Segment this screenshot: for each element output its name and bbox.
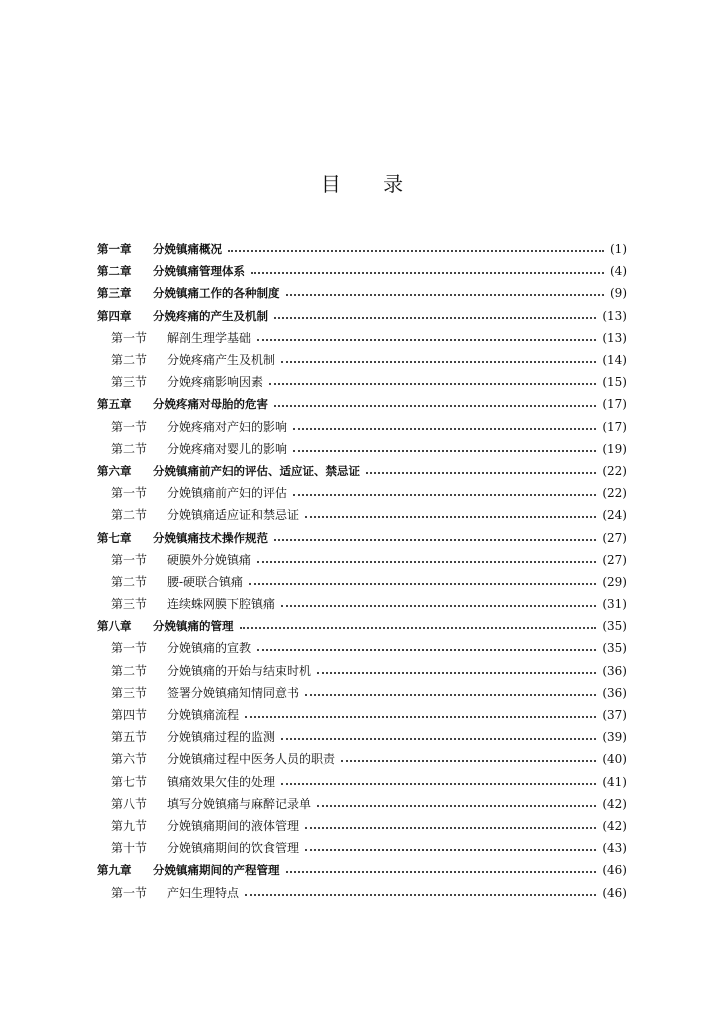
dot-leader: [228, 250, 604, 252]
toc-entry-page: (22): [602, 463, 627, 478]
dot-leader: [251, 272, 604, 274]
toc-section-entry: [97, 549, 627, 571]
toc-entry-number: 第一节: [111, 419, 148, 434]
toc-entry-title: 镇痛效果欠佳的处理: [167, 774, 276, 789]
toc-entry-title: 填写分娩镇痛与麻醉记录单: [167, 796, 312, 811]
dot-leader: [240, 627, 597, 629]
toc-section-entry: [97, 327, 627, 349]
dot-leader: [245, 894, 596, 896]
toc-entry-number: 第三章: [97, 286, 132, 301]
toc-entry-number: 第六章: [97, 463, 132, 478]
dot-leader: [317, 805, 596, 807]
toc-entry-number: 第十节: [111, 841, 148, 856]
toc-entry-page: (15): [602, 375, 627, 390]
dot-leader: [274, 317, 596, 319]
toc-entry-number: 第七章: [97, 530, 132, 545]
dot-leader: [305, 516, 596, 518]
toc-entry-title: 分娩镇痛的开始与结束时机: [167, 663, 312, 678]
toc-entry-title: 签署分娩镇痛知情同意书: [167, 685, 300, 700]
toc-entry-page: (27): [602, 552, 627, 567]
toc-entry-page: (46): [602, 885, 627, 900]
dot-leader: [281, 361, 596, 363]
toc-chapter-entry: [97, 260, 627, 282]
toc-entry-page: (17): [602, 419, 627, 434]
toc-section-entry: [97, 482, 627, 504]
toc-entry-title: 分娩镇痛技术操作规范: [153, 530, 268, 545]
toc-entry-page: (29): [602, 574, 627, 589]
toc-entry-page: (39): [602, 730, 627, 745]
toc-chapter-entry: [97, 460, 627, 482]
toc-chapter-entry: [97, 305, 627, 327]
toc-entry-page: (4): [610, 264, 627, 279]
toc-entry-title: 分娩疼痛对婴儿的影响: [167, 441, 288, 456]
toc-entry-number: 第四章: [97, 308, 132, 323]
toc-entry-title: 腰-硬联合镇痛: [167, 574, 244, 589]
toc-section-entry: [97, 660, 627, 682]
toc-entry-page: (37): [602, 708, 627, 723]
dot-leader: [305, 694, 596, 696]
dot-leader: [305, 827, 596, 829]
toc-entry-page: (9): [610, 286, 627, 301]
dot-leader: [245, 716, 596, 718]
toc-entry-number: 第一节: [111, 330, 148, 345]
toc-entry-title: 分娩镇痛的管理: [153, 619, 234, 634]
toc-section-entry: [97, 371, 627, 393]
toc-entry-number: 第二节: [111, 353, 148, 368]
dot-leader: [293, 494, 596, 496]
toc-section-entry: [97, 704, 627, 726]
dot-leader: [281, 783, 596, 785]
toc-entry-title: 分娩镇痛前产妇的评估、适应证、禁忌证: [153, 463, 360, 478]
dot-leader: [249, 583, 596, 585]
toc-entry-number: 第二节: [111, 441, 148, 456]
toc-entry-title: 解剖生理学基础: [167, 330, 252, 345]
dot-leader: [293, 450, 596, 452]
toc-entry-page: (43): [602, 841, 627, 856]
toc-entry-number: 第三节: [111, 375, 148, 390]
toc-chapter-entry: [97, 238, 627, 260]
toc-entry-page: (46): [602, 863, 627, 878]
dot-leader: [305, 849, 596, 851]
toc-entry-number: 第一节: [111, 486, 148, 501]
toc-entry-title: 分娩疼痛对母胎的危害: [153, 397, 268, 412]
toc-entry-number: 第五节: [111, 730, 148, 745]
toc-section-entry: [97, 682, 627, 704]
toc-entry-number: 第一节: [111, 641, 148, 656]
toc-chapter-entry: [97, 282, 627, 304]
toc-entry-title: 分娩疼痛对产妇的影响: [167, 419, 288, 434]
toc-entry-title: 分娩镇痛过程的监测: [167, 730, 276, 745]
toc-section-entry: [97, 771, 627, 793]
toc-entry-title: 分娩镇痛概况: [153, 242, 222, 257]
toc-entry-title: 分娩镇痛期间的液体管理: [167, 818, 300, 833]
toc-entry-number: 第一章: [97, 242, 132, 257]
dot-leader: [293, 428, 596, 430]
toc-chapter-entry: [97, 859, 627, 881]
toc-entry-title: 分娩疼痛的产生及机制: [153, 308, 268, 323]
toc-entry-number: 第六节: [111, 752, 148, 767]
toc-entry-number: 第二章: [97, 264, 132, 279]
dot-leader: [286, 294, 605, 296]
toc-entry-title: 连续蛛网膜下腔镇痛: [167, 597, 276, 612]
toc-entry-page: (42): [602, 796, 627, 811]
dot-leader: [274, 405, 596, 407]
toc-entry-page: (36): [602, 663, 627, 678]
toc-chapter-entry: [97, 393, 627, 415]
toc-entry-title: 分娩镇痛工作的各种制度: [153, 286, 280, 301]
toc-entry-page: (24): [602, 508, 627, 523]
dot-leader: [257, 339, 596, 341]
dot-leader: [257, 561, 596, 563]
toc-entry-page: (40): [602, 752, 627, 767]
toc-entry-title: 分娩镇痛期间的产程管理: [153, 863, 280, 878]
toc-entry-page: (27): [602, 530, 627, 545]
toc-entry-title: 分娩镇痛的宣教: [167, 641, 252, 656]
toc-entry-title: 分娩疼痛产生及机制: [167, 353, 276, 368]
toc-entry-page: (36): [602, 685, 627, 700]
toc-entry-page: (19): [602, 441, 627, 456]
toc-entry-number: 第三节: [111, 597, 148, 612]
toc-entry-page: (42): [602, 818, 627, 833]
toc-entry-page: (17): [602, 397, 627, 412]
toc-section-entry: [97, 726, 627, 748]
toc-entry-title: 硬膜外分娩镇痛: [167, 552, 252, 567]
toc-entry-number: 第一节: [111, 885, 148, 900]
toc-section-entry: [97, 349, 627, 371]
toc-section-entry: [97, 748, 627, 770]
toc-entry-number: 第八章: [97, 619, 132, 634]
toc-entry-number: 第五章: [97, 397, 132, 412]
toc-entry-title: 分娩镇痛期间的饮食管理: [167, 841, 300, 856]
toc-entry-number: 第二节: [111, 663, 148, 678]
toc-section-entry: [97, 637, 627, 659]
toc-chapter-entry: [97, 526, 627, 548]
toc-entry-number: 第七节: [111, 774, 148, 789]
toc-entry-page: (31): [602, 597, 627, 612]
toc-section-entry: [97, 571, 627, 593]
toc-entry-page: (13): [602, 330, 627, 345]
toc-section-entry: [97, 504, 627, 526]
dot-leader: [317, 672, 596, 674]
page-title: 目 录: [320, 172, 422, 196]
toc-entry-number: 第四节: [111, 708, 148, 723]
dot-leader: [366, 472, 596, 474]
toc-section-entry: [97, 881, 627, 903]
toc-section-entry: [97, 416, 627, 438]
table-of-contents: [97, 238, 627, 904]
toc-entry-number: 第九章: [97, 863, 132, 878]
toc-entry-page: (13): [602, 308, 627, 323]
toc-entry-number: 第二节: [111, 508, 148, 523]
dot-leader: [341, 760, 596, 762]
toc-entry-title: 分娩镇痛管理体系: [153, 264, 245, 279]
dot-leader: [286, 871, 597, 873]
toc-entry-number: 第一节: [111, 552, 148, 567]
toc-entry-page: (35): [602, 641, 627, 656]
toc-entry-page: (14): [602, 353, 627, 368]
toc-entry-title: 分娩镇痛前产妇的评估: [167, 486, 288, 501]
toc-entry-number: 第三节: [111, 685, 148, 700]
toc-section-entry: [97, 793, 627, 815]
toc-entry-title: 产妇生理特点: [167, 885, 240, 900]
toc-section-entry: [97, 593, 627, 615]
dot-leader: [281, 605, 596, 607]
dot-leader: [281, 738, 596, 740]
toc-entry-title: 分娩镇痛适应证和禁忌证: [167, 508, 300, 523]
dot-leader: [269, 383, 596, 385]
toc-entry-page: (41): [602, 774, 627, 789]
toc-section-entry: [97, 815, 627, 837]
toc-section-entry: [97, 438, 627, 460]
dot-leader: [257, 649, 596, 651]
toc-chapter-entry: [97, 615, 627, 637]
toc-entry-title: 分娩疼痛影响因素: [167, 375, 264, 390]
toc-entry-number: 第九节: [111, 818, 148, 833]
toc-entry-number: 第八节: [111, 796, 148, 811]
toc-section-entry: [97, 837, 627, 859]
toc-entry-title: 分娩镇痛过程中医务人员的职责: [167, 752, 336, 767]
toc-entry-page: (1): [610, 242, 627, 257]
dot-leader: [274, 539, 596, 541]
toc-entry-page: (22): [602, 486, 627, 501]
toc-entry-title: 分娩镇痛流程: [167, 708, 240, 723]
toc-entry-number: 第二节: [111, 574, 148, 589]
toc-entry-page: (35): [602, 619, 627, 634]
